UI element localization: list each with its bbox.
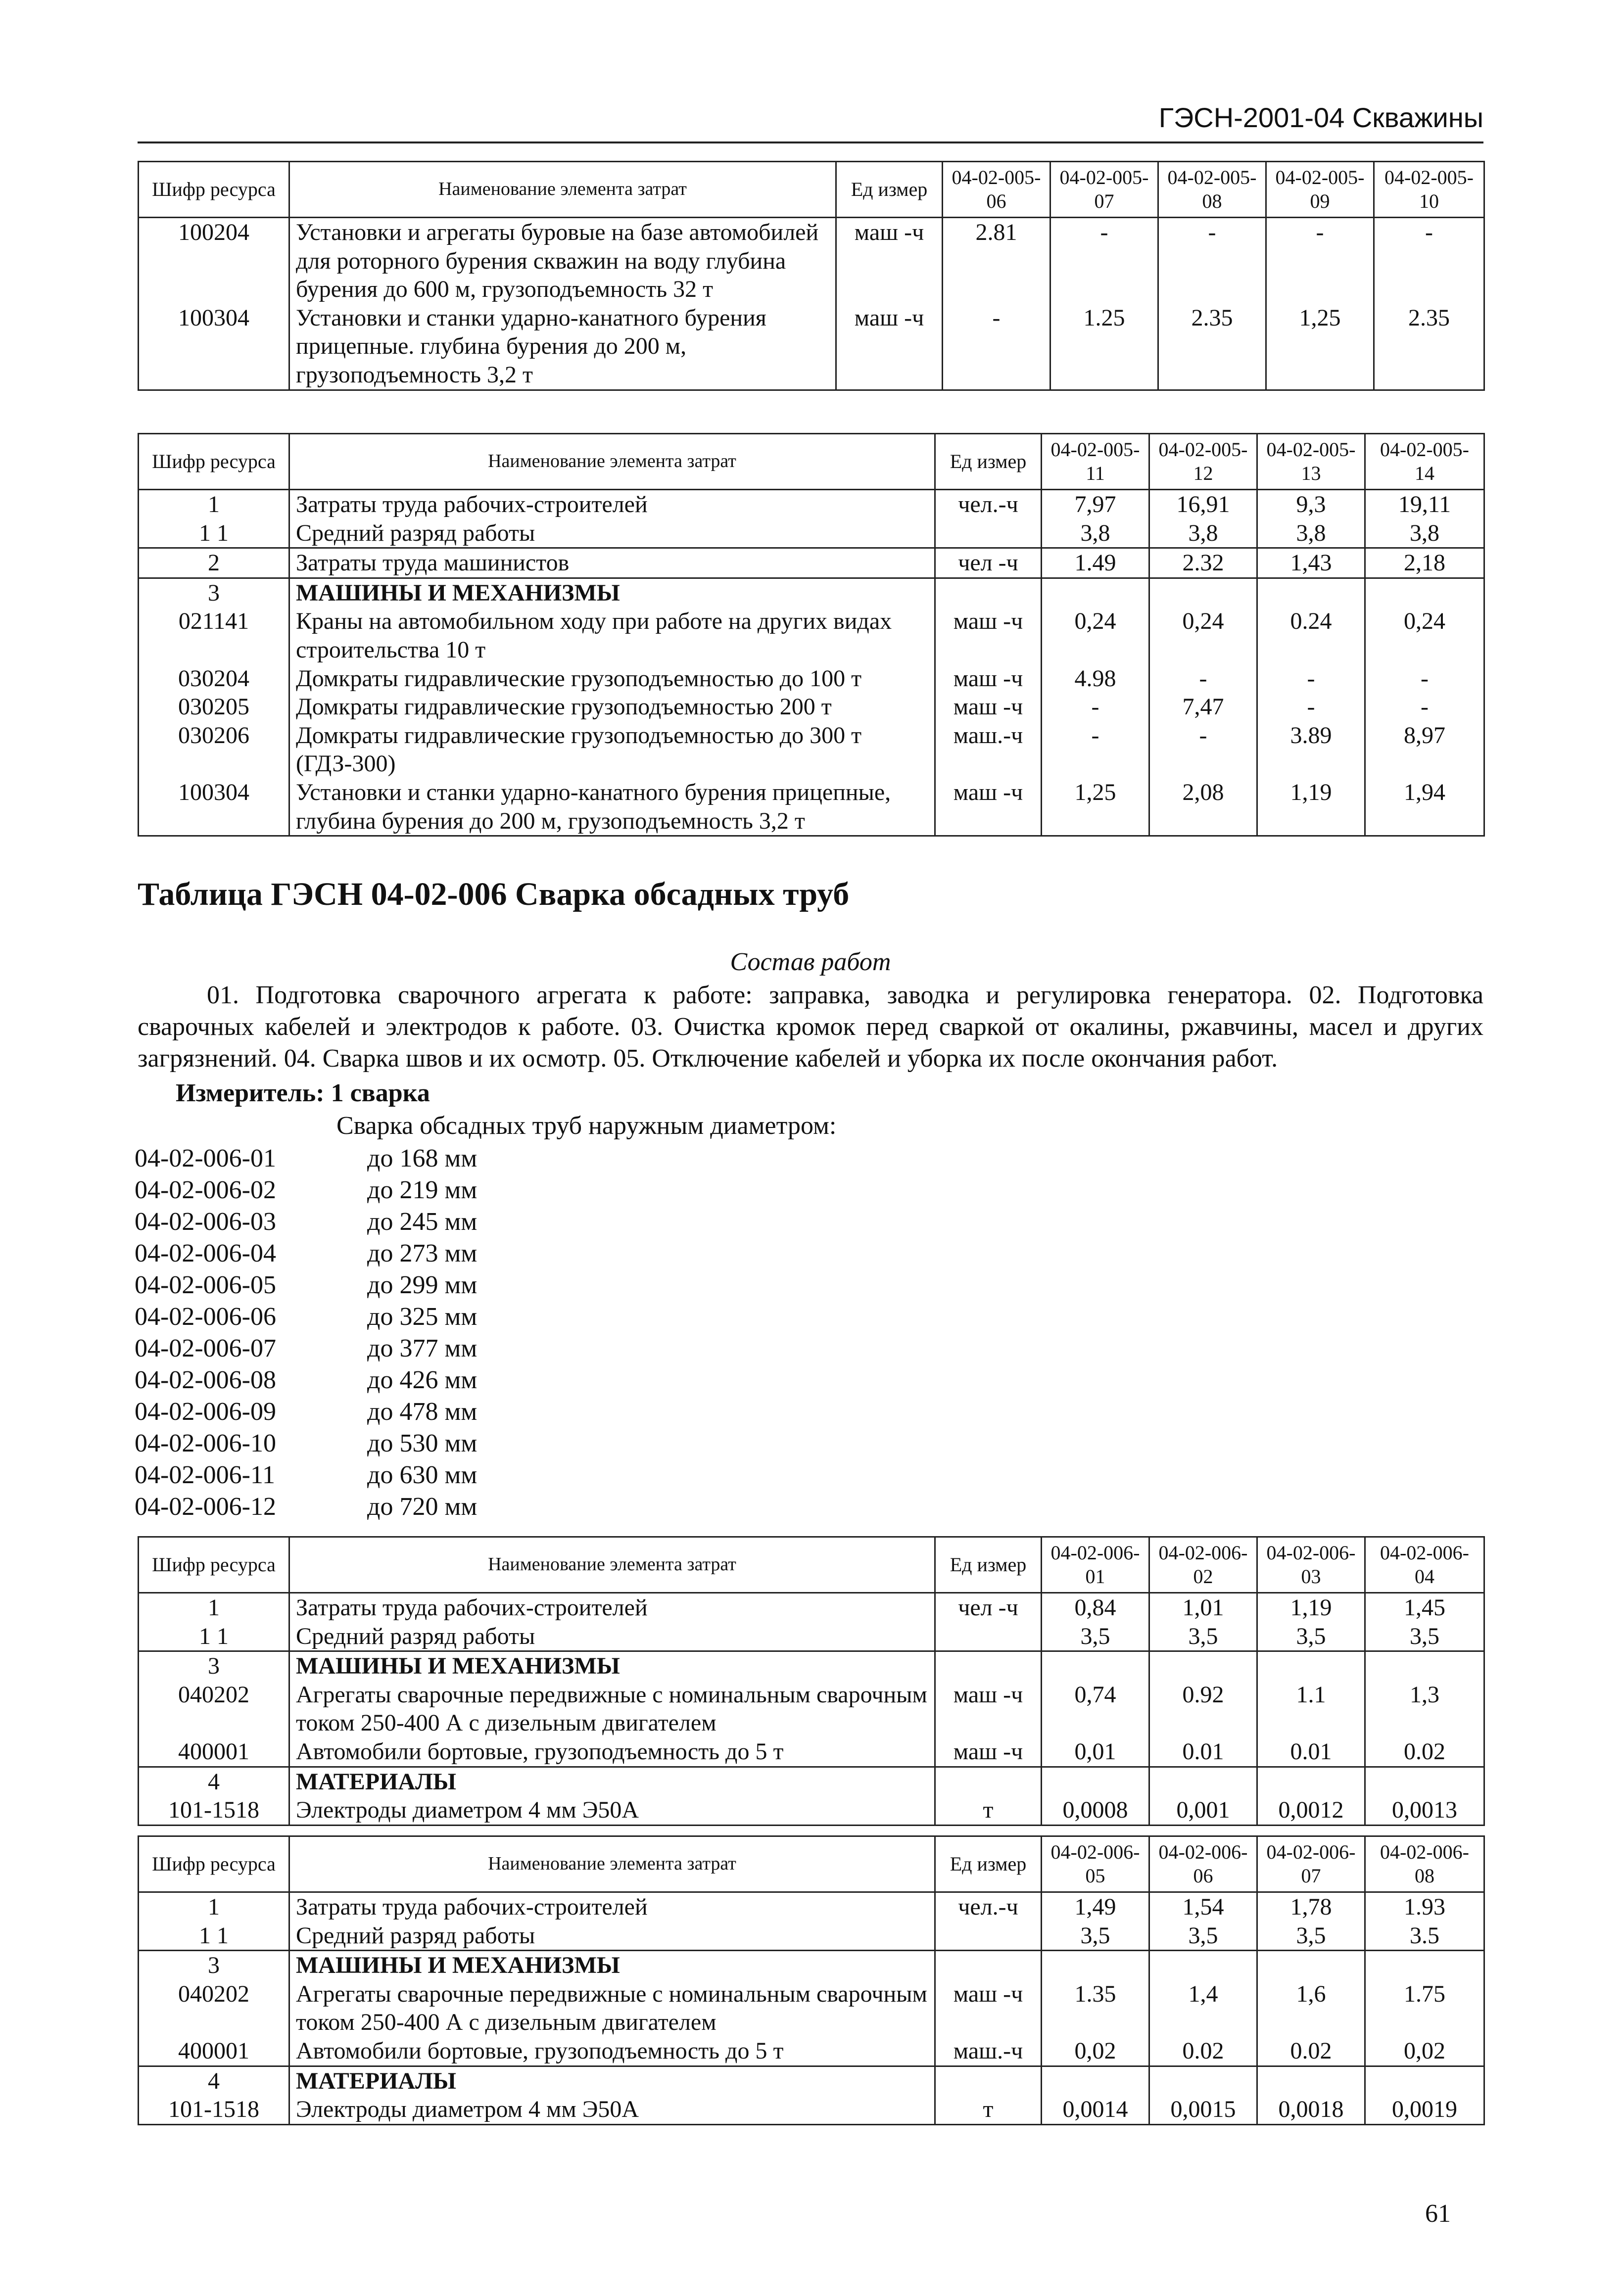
table-row bbox=[139, 304, 1484, 390]
resource-name: Установки и станки ударно-канатного бурения прицепные, глубина бурения до 200 м, грузоподъемность 3,2 т bbox=[289, 778, 935, 836]
table-row bbox=[139, 519, 1484, 548]
table-row bbox=[139, 1951, 1484, 1980]
norm-value: 1.93 bbox=[1365, 1892, 1484, 1921]
list-item bbox=[135, 1174, 477, 1206]
resource-unit: маш -ч bbox=[935, 693, 1042, 721]
norm-label: до 325 мм bbox=[367, 1303, 477, 1331]
resource-unit: чел.-ч bbox=[935, 490, 1042, 519]
norm-value: 9,3 bbox=[1257, 490, 1365, 519]
resource-name: Агрегаты сварочные передвижные с номинальным сварочным током 250-400 А с дизельным двигателем bbox=[289, 1681, 935, 1737]
table-row bbox=[139, 1681, 1484, 1737]
table-row bbox=[139, 2066, 1484, 2095]
norm-value: - bbox=[1149, 721, 1257, 778]
resource-unit bbox=[935, 1651, 1042, 1681]
column-header: 04-02-006-07 bbox=[1257, 1836, 1365, 1892]
norm-value: 1,3 bbox=[1365, 1681, 1484, 1737]
column-header: 04-02-006-01 bbox=[1042, 1537, 1149, 1593]
resource-unit: т bbox=[935, 2095, 1042, 2124]
column-header: Наименование элемента затрат bbox=[289, 434, 935, 490]
resource-code: 100204 bbox=[139, 218, 289, 304]
resource-code: 400001 bbox=[139, 2037, 289, 2066]
norm-value bbox=[1365, 1651, 1484, 1681]
norm-value: 1,01 bbox=[1149, 1593, 1257, 1622]
resource-unit: маш.-ч bbox=[935, 721, 1042, 778]
resource-name: Домкраты гидравлические грузоподъемностью до 300 т (ГДЗ-300) bbox=[289, 721, 935, 778]
resource-name: Электроды диаметром 4 мм Э50А bbox=[289, 2095, 935, 2124]
table-row bbox=[139, 548, 1484, 578]
norm-value: 2,08 bbox=[1149, 778, 1257, 836]
table-header-row bbox=[139, 434, 1484, 490]
norm-value: 0.01 bbox=[1149, 1737, 1257, 1767]
resource-name: Краны на автомобильном ходу при работе на других видах строительства 10 т bbox=[289, 607, 935, 664]
resource-group-heading: МАШИНЫ И МЕХАНИЗМЫ bbox=[289, 578, 935, 607]
resource-code: 101-1518 bbox=[139, 1796, 289, 1825]
norm-value bbox=[1257, 578, 1365, 607]
norm-value: 2.32 bbox=[1149, 548, 1257, 578]
resource-code: 1 1 bbox=[139, 1921, 289, 1951]
norm-value: 2.35 bbox=[1374, 304, 1484, 390]
column-header: 04-02-005-07 bbox=[1050, 162, 1158, 218]
table-header-row bbox=[139, 1537, 1484, 1593]
norm-value: - bbox=[943, 304, 1050, 390]
resource-group-heading: МАШИНЫ И МЕХАНИЗМЫ bbox=[289, 1951, 935, 1980]
norm-value: 3,8 bbox=[1257, 519, 1365, 548]
table-row bbox=[139, 2037, 1484, 2066]
norm-value: 0,0019 bbox=[1365, 2095, 1484, 2124]
norm-value: 3,5 bbox=[1042, 1622, 1149, 1651]
norm-value: 8,97 bbox=[1365, 721, 1484, 778]
norm-value bbox=[1365, 578, 1484, 607]
norm-label: до 299 мм bbox=[367, 1271, 477, 1299]
norm-value: 0.02 bbox=[1365, 1737, 1484, 1767]
norm-value: 19,11 bbox=[1365, 490, 1484, 519]
resource-group-heading: МАТЕРИАЛЫ bbox=[289, 2066, 935, 2095]
resource-name: Домкраты гидравлические грузоподъемностью 200 т bbox=[289, 693, 935, 721]
resource-name: Домкраты гидравлические грузоподъемностью до 100 т bbox=[289, 664, 935, 693]
norm-value: 0,74 bbox=[1042, 1681, 1149, 1737]
column-header: 04-02-006-08 bbox=[1365, 1836, 1484, 1892]
table-row bbox=[139, 218, 1484, 304]
resource-name: Затраты труда рабочих-строителей bbox=[289, 1892, 935, 1921]
page-number: 61 bbox=[1425, 2200, 1451, 2228]
norm-value: 0.02 bbox=[1257, 2037, 1365, 2066]
norm-value: 1.25 bbox=[1050, 304, 1158, 390]
norm-value: 3.5 bbox=[1365, 1921, 1484, 1951]
norm-value: 3,5 bbox=[1365, 1622, 1484, 1651]
norm-value bbox=[1257, 1651, 1365, 1681]
resource-name: Затраты труда рабочих-строителей bbox=[289, 490, 935, 519]
resource-name: Установки и станки ударно-канатного бурения прицепные. глубина бурения до 200 м, грузоподъемность 3,2 т bbox=[289, 304, 836, 390]
norm-value: 0,0008 bbox=[1042, 1796, 1149, 1825]
table-row bbox=[139, 721, 1484, 778]
column-header: 04-02-005-14 bbox=[1365, 434, 1484, 490]
norm-value: - bbox=[1050, 218, 1158, 304]
norm-label: до 219 мм bbox=[367, 1176, 477, 1204]
resource-code: 4 bbox=[139, 2066, 289, 2095]
norm-value: - bbox=[1365, 693, 1484, 721]
norm-value bbox=[1365, 1767, 1484, 1796]
norm-value bbox=[1257, 1767, 1365, 1796]
norm-value bbox=[1149, 578, 1257, 607]
list-item bbox=[135, 1238, 477, 1269]
resource-code: 101-1518 bbox=[139, 2095, 289, 2124]
column-header: Наименование элемента затрат bbox=[289, 162, 836, 218]
resource-code: 1 bbox=[139, 1593, 289, 1622]
norm-code: 04-02-006-04 bbox=[135, 1239, 276, 1267]
norm-value: 2.35 bbox=[1158, 304, 1266, 390]
table-row bbox=[139, 1796, 1484, 1825]
norm-value: 3,8 bbox=[1365, 519, 1484, 548]
norm-value: 3,5 bbox=[1257, 1921, 1365, 1951]
measure-unit: Измеритель: 1 сварка bbox=[176, 1079, 430, 1107]
resource-name: Затраты труда машинистов bbox=[289, 548, 935, 578]
norm-value: 0,001 bbox=[1149, 1796, 1257, 1825]
norm-value: 0,0012 bbox=[1257, 1796, 1365, 1825]
resource-unit: маш -ч bbox=[935, 778, 1042, 836]
norm-value: 1.1 bbox=[1257, 1681, 1365, 1737]
norm-label: до 245 мм bbox=[367, 1208, 477, 1236]
column-header: Шифр ресурса bbox=[139, 162, 289, 218]
norm-value: 0,24 bbox=[1149, 607, 1257, 664]
resource-name: Средний разряд работы bbox=[289, 519, 935, 548]
norm-value: 1,43 bbox=[1257, 548, 1365, 578]
table-row bbox=[139, 1737, 1484, 1767]
norm-code: 04-02-006-08 bbox=[135, 1366, 276, 1394]
norm-value: 0.24 bbox=[1257, 607, 1365, 664]
norm-value bbox=[1042, 1651, 1149, 1681]
column-header: Наименование элемента затрат bbox=[289, 1836, 935, 1892]
table-row bbox=[139, 664, 1484, 693]
list-item bbox=[135, 1301, 477, 1333]
resource-table-006-05-08 bbox=[138, 1835, 1485, 2125]
norm-value: - bbox=[1266, 218, 1374, 304]
resource-unit: маш -ч bbox=[836, 304, 943, 390]
resource-name: Автомобили бортовые, грузоподъемность до 5 т bbox=[289, 1737, 935, 1767]
norm-value: 0,01 bbox=[1042, 1737, 1149, 1767]
list-item bbox=[135, 1396, 477, 1428]
column-header: 04-02-006-03 bbox=[1257, 1537, 1365, 1593]
norm-value: 1.49 bbox=[1042, 548, 1149, 578]
norm-value bbox=[1149, 2066, 1257, 2095]
resource-group-heading: МАШИНЫ И МЕХАНИЗМЫ bbox=[289, 1651, 935, 1681]
list-item bbox=[135, 1459, 477, 1491]
norm-value: - bbox=[1365, 664, 1484, 693]
table-header-row bbox=[139, 162, 1484, 218]
norm-value: 0,02 bbox=[1365, 2037, 1484, 2066]
norm-value: 0,02 bbox=[1042, 2037, 1149, 2066]
norm-code: 04-02-006-01 bbox=[135, 1144, 276, 1172]
resource-table-005-06-10 bbox=[138, 161, 1485, 391]
resource-unit: маш -ч bbox=[935, 607, 1042, 664]
norm-list bbox=[135, 1143, 477, 1523]
resource-unit: маш -ч bbox=[935, 664, 1042, 693]
norm-label: до 273 мм bbox=[367, 1239, 477, 1267]
resource-unit: маш -ч bbox=[836, 218, 943, 304]
norm-code: 04-02-006-07 bbox=[135, 1334, 276, 1362]
page-header-title: ГЭСН-2001-04 Скважины bbox=[1158, 102, 1483, 133]
resource-unit: чел.-ч bbox=[935, 1892, 1042, 1921]
norm-value: 1,19 bbox=[1257, 778, 1365, 836]
column-header: 04-02-006-02 bbox=[1149, 1537, 1257, 1593]
norm-value bbox=[1365, 1951, 1484, 1980]
header-rule bbox=[138, 141, 1483, 143]
norm-value: 3,5 bbox=[1149, 1921, 1257, 1951]
norm-code: 04-02-006-09 bbox=[135, 1398, 276, 1426]
resource-group-heading: МАТЕРИАЛЫ bbox=[289, 1767, 935, 1796]
resource-unit: маш.-ч bbox=[935, 2037, 1042, 2066]
resource-code: 1 1 bbox=[139, 519, 289, 548]
composition-text: 01. Подготовка сварочного агрегата к работе: заправка, заводка и регулировка генератора. 02. Подготовка сварочных кабелей и электродов к работе. 03. Очистка кромок перед сваркой от окалины, ржавчины, масел и других загрязнений. 04. Сварка швов и их осмотр. 05. Отключение кабелей и уборка их после окончания работ. bbox=[138, 981, 1483, 1073]
resource-unit bbox=[935, 1767, 1042, 1796]
norm-value: 0,84 bbox=[1042, 1593, 1149, 1622]
list-item bbox=[135, 1428, 477, 1459]
resource-unit: чел -ч bbox=[935, 1593, 1042, 1622]
resource-code: 1 bbox=[139, 490, 289, 519]
norm-value: 3.89 bbox=[1257, 721, 1365, 778]
norm-value bbox=[1365, 2066, 1484, 2095]
resource-code: 3 bbox=[139, 578, 289, 607]
norm-value: 1.75 bbox=[1365, 1980, 1484, 2037]
table-row bbox=[139, 1767, 1484, 1796]
column-header: Ед измер bbox=[935, 434, 1042, 490]
table-row bbox=[139, 607, 1484, 664]
column-header: 04-02-006-05 bbox=[1042, 1836, 1149, 1892]
column-header: Ед измер bbox=[935, 1537, 1042, 1593]
norm-value bbox=[1149, 1767, 1257, 1796]
norm-value: 1,19 bbox=[1257, 1593, 1365, 1622]
table-row bbox=[139, 1651, 1484, 1681]
column-header: 04-02-005-11 bbox=[1042, 434, 1149, 490]
column-header: Шифр ресурса bbox=[139, 1537, 289, 1593]
norm-code: 04-02-006-06 bbox=[135, 1303, 276, 1331]
resource-code: 040202 bbox=[139, 1681, 289, 1737]
list-item bbox=[135, 1206, 477, 1238]
norm-value bbox=[1042, 1767, 1149, 1796]
table-row bbox=[139, 1980, 1484, 2037]
norm-value bbox=[1042, 2066, 1149, 2095]
norm-value bbox=[1257, 1951, 1365, 1980]
table-row bbox=[139, 490, 1484, 519]
table-row bbox=[139, 578, 1484, 607]
resource-name: Агрегаты сварочные передвижные с номинальным сварочным током 250-400 А с дизельным двигателем bbox=[289, 1980, 935, 2037]
norm-code: 04-02-006-12 bbox=[135, 1493, 276, 1521]
norm-label: до 720 мм bbox=[367, 1493, 477, 1521]
resource-unit bbox=[935, 1951, 1042, 1980]
norm-value: 1,54 bbox=[1149, 1892, 1257, 1921]
resource-name: Затраты труда рабочих-строителей bbox=[289, 1593, 935, 1622]
norm-value: 7,97 bbox=[1042, 490, 1149, 519]
norm-value: - bbox=[1257, 693, 1365, 721]
norm-value: 1,45 bbox=[1365, 1593, 1484, 1622]
norm-value: 1,6 bbox=[1257, 1980, 1365, 2037]
norm-value: 0,0014 bbox=[1042, 2095, 1149, 2124]
norm-value: - bbox=[1149, 664, 1257, 693]
norm-value: 1.35 bbox=[1042, 1980, 1149, 2037]
table-row bbox=[139, 1892, 1484, 1921]
composition-heading: Состав работ bbox=[730, 948, 891, 976]
resource-unit bbox=[935, 519, 1042, 548]
column-header: 04-02-005-10 bbox=[1374, 162, 1484, 218]
resource-code: 030206 bbox=[139, 721, 289, 778]
list-item bbox=[135, 1143, 477, 1174]
norm-value bbox=[1149, 1951, 1257, 1980]
column-header: Шифр ресурса bbox=[139, 1836, 289, 1892]
norm-code: 04-02-006-02 bbox=[135, 1176, 276, 1204]
norm-value: 3,5 bbox=[1042, 1921, 1149, 1951]
norm-value: 4.98 bbox=[1042, 664, 1149, 693]
norm-value: 0.92 bbox=[1149, 1681, 1257, 1737]
norm-value: 0.01 bbox=[1257, 1737, 1365, 1767]
list-item bbox=[135, 1269, 477, 1301]
norm-value: - bbox=[1042, 721, 1149, 778]
norm-value: 3,5 bbox=[1149, 1622, 1257, 1651]
table-header-row bbox=[139, 1836, 1484, 1892]
resource-code: 2 bbox=[139, 548, 289, 578]
column-header: 04-02-005-09 bbox=[1266, 162, 1374, 218]
norm-label: до 377 мм bbox=[367, 1334, 477, 1362]
norm-code: 04-02-006-03 bbox=[135, 1208, 276, 1236]
resource-unit bbox=[935, 1622, 1042, 1651]
norm-value: 0,24 bbox=[1042, 607, 1149, 664]
resource-code: 100304 bbox=[139, 778, 289, 836]
column-header: 04-02-006-04 bbox=[1365, 1537, 1484, 1593]
norm-value: 2.81 bbox=[943, 218, 1050, 304]
resource-unit: маш -ч bbox=[935, 1681, 1042, 1737]
norm-value: 1,78 bbox=[1257, 1892, 1365, 1921]
norm-value: 3,8 bbox=[1042, 519, 1149, 548]
norm-value: 3,5 bbox=[1257, 1622, 1365, 1651]
resource-unit: т bbox=[935, 1796, 1042, 1825]
norm-value: 0.02 bbox=[1149, 2037, 1257, 2066]
norm-value: 0,0013 bbox=[1365, 1796, 1484, 1825]
norm-value: 0,24 bbox=[1365, 607, 1484, 664]
table-row bbox=[139, 2095, 1484, 2124]
resource-code: 021141 bbox=[139, 607, 289, 664]
norm-value: 1,94 bbox=[1365, 778, 1484, 836]
norm-value: 16,91 bbox=[1149, 490, 1257, 519]
resource-code: 1 bbox=[139, 1892, 289, 1921]
norm-code: 04-02-006-10 bbox=[135, 1429, 276, 1457]
norm-value: - bbox=[1374, 218, 1484, 304]
resource-code: 030204 bbox=[139, 664, 289, 693]
resource-unit: маш -ч bbox=[935, 1980, 1042, 2037]
list-item bbox=[135, 1333, 477, 1364]
norm-value bbox=[1042, 1951, 1149, 1980]
resource-code: 3 bbox=[139, 1951, 289, 1980]
norm-code: 04-02-006-05 bbox=[135, 1271, 276, 1299]
norm-value: 1,25 bbox=[1266, 304, 1374, 390]
norm-code: 04-02-006-11 bbox=[135, 1461, 276, 1489]
norm-value: 7,47 bbox=[1149, 693, 1257, 721]
resource-table-006-01-04 bbox=[138, 1536, 1485, 1826]
resource-name: Установки и агрегаты буровые на базе автомобилей для роторного бурения скважин на воду глубина бурения до 600 м, грузоподъемность 32 т bbox=[289, 218, 836, 304]
section-title: Таблица ГЭСН 04-02-006 Сварка обсадных труб bbox=[138, 876, 850, 912]
resource-code: 100304 bbox=[139, 304, 289, 390]
resource-name: Автомобили бортовые, грузоподъемность до 5 т bbox=[289, 2037, 935, 2066]
norm-value: - bbox=[1158, 218, 1266, 304]
norm-value bbox=[1257, 2066, 1365, 2095]
norm-value: 2,18 bbox=[1365, 548, 1484, 578]
norm-value: 1,4 bbox=[1149, 1980, 1257, 2037]
norm-label: до 530 мм bbox=[367, 1429, 477, 1457]
resource-unit: чел -ч bbox=[935, 548, 1042, 578]
resource-unit bbox=[935, 2066, 1042, 2095]
resource-name: Средний разряд работы bbox=[289, 1921, 935, 1951]
column-header: 04-02-005-12 bbox=[1149, 434, 1257, 490]
column-header: Ед измер bbox=[836, 162, 943, 218]
list-item bbox=[135, 1491, 477, 1523]
norm-value: - bbox=[1257, 664, 1365, 693]
table-row bbox=[139, 693, 1484, 721]
resource-code: 4 bbox=[139, 1767, 289, 1796]
column-header: Наименование элемента затрат bbox=[289, 1537, 935, 1593]
resource-table-005-11-14 bbox=[138, 433, 1485, 837]
column-header: 04-02-005-13 bbox=[1257, 434, 1365, 490]
resource-unit bbox=[935, 578, 1042, 607]
column-header: 04-02-006-06 bbox=[1149, 1836, 1257, 1892]
list-item bbox=[135, 1364, 477, 1396]
norm-label: до 168 мм bbox=[367, 1144, 477, 1172]
norm-value bbox=[1042, 578, 1149, 607]
norm-value: 1,49 bbox=[1042, 1892, 1149, 1921]
column-header: 04-02-005-08 bbox=[1158, 162, 1266, 218]
norm-value: - bbox=[1042, 693, 1149, 721]
column-header: Ед измер bbox=[935, 1836, 1042, 1892]
resource-code: 1 1 bbox=[139, 1622, 289, 1651]
norm-value: 3,8 bbox=[1149, 519, 1257, 548]
column-header: 04-02-005-06 bbox=[943, 162, 1050, 218]
table-row bbox=[139, 1921, 1484, 1951]
norm-label: до 630 мм bbox=[367, 1461, 477, 1489]
norm-label: до 426 мм bbox=[367, 1366, 477, 1394]
resource-unit: маш -ч bbox=[935, 1737, 1042, 1767]
table-row bbox=[139, 1593, 1484, 1622]
norm-value bbox=[1149, 1651, 1257, 1681]
series-caption: Сварка обсадных труб наружным диаметром: bbox=[336, 1112, 837, 1140]
table-row bbox=[139, 1622, 1484, 1651]
resource-code: 040202 bbox=[139, 1980, 289, 2037]
resource-name: Средний разряд работы bbox=[289, 1622, 935, 1651]
norm-value: 1,25 bbox=[1042, 778, 1149, 836]
norm-value: 0,0018 bbox=[1257, 2095, 1365, 2124]
table-row bbox=[139, 778, 1484, 836]
resource-code: 030205 bbox=[139, 693, 289, 721]
resource-code: 400001 bbox=[139, 1737, 289, 1767]
resource-name: Электроды диаметром 4 мм Э50А bbox=[289, 1796, 935, 1825]
resource-unit bbox=[935, 1921, 1042, 1951]
norm-value: 0,0015 bbox=[1149, 2095, 1257, 2124]
column-header: Шифр ресурса bbox=[139, 434, 289, 490]
norm-label: до 478 мм bbox=[367, 1398, 477, 1426]
resource-code: 3 bbox=[139, 1651, 289, 1681]
